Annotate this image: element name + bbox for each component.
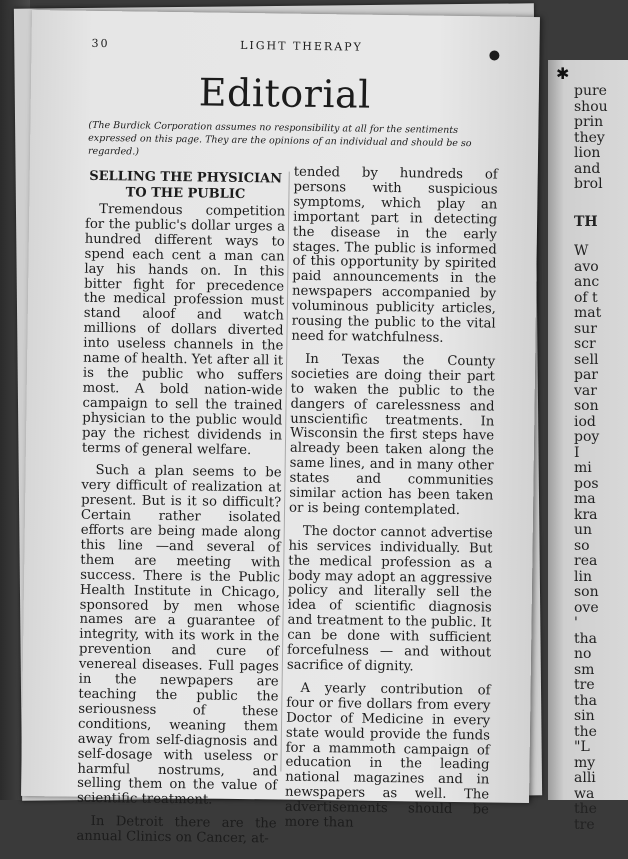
- facing-page-line: brol: [574, 176, 603, 192]
- facing-page-line: shou: [574, 98, 608, 115]
- running-title: LIGHT THERAPY: [240, 38, 363, 54]
- paragraph: In Detroit there are the annual Clinics on Cancer, at-: [76, 814, 277, 847]
- facing-page-line: lion: [574, 145, 601, 161]
- facing-page-line: alli: [574, 770, 596, 786]
- facing-page-line: ma: [574, 491, 596, 507]
- punch-hole-icon: ✱: [556, 64, 570, 83]
- facing-page-line: poy: [574, 429, 600, 445]
- facing-page: [548, 60, 628, 833]
- facing-page-line: lin: [574, 568, 592, 585]
- paragraph: A yearly contribution of four or five dollars from every Doctor of Medicine in every state would provide the funds for a mammoth campaign of education in the leading national magazines and in newspapers as well. The advertisements should be more than: [284, 680, 491, 831]
- facing-page-line: sm: [574, 661, 595, 678]
- facing-page-line: tre: [574, 816, 595, 833]
- facing-page-line: so: [574, 537, 590, 554]
- facing-page-line: the: [574, 723, 597, 740]
- facing-page-line: of t: [574, 289, 598, 306]
- facing-page-line: sin: [574, 708, 595, 724]
- facing-page-line: un: [574, 522, 593, 538]
- paragraph: Tremendous competition for the public's dollar urges a hundred different ways to spend each cent a man can lay his hands on. In this bitter fight for precedence the medical profession must stand aloof and watch millions of dollars diverted into useless channels in the name of health. Yet after all it is the public who suffers most. A bold nation-wide campaign to sell the trained physician to the public would pay the richest dividends in terms of general welfare.: [81, 201, 286, 458]
- facing-page-line: ': [574, 615, 578, 631]
- facing-page-line: mi: [574, 460, 592, 476]
- facing-page-line: prin: [574, 114, 604, 130]
- facing-page-top-lines: [548, 84, 628, 193]
- disclaimer-note: (The Burdick Corporation assumes no responsibility at all for the sentiments expressed on this page. They are the opinions of an individual and should be so regarded.): [87, 119, 472, 158]
- facing-page-line: tha: [574, 692, 597, 709]
- facing-page-line: var: [574, 382, 597, 399]
- facing-page-line: anc: [574, 274, 600, 290]
- facing-page-line: wa: [574, 785, 595, 802]
- facing-page-line: tre: [574, 677, 595, 693]
- facing-page-line: and: [574, 160, 601, 177]
- page-number: 30: [91, 36, 110, 51]
- left-column: [76, 169, 286, 856]
- facing-page-line: avo: [574, 258, 599, 275]
- facing-page-line: kra: [574, 506, 598, 523]
- facing-page-body-lines: [548, 244, 628, 833]
- page-title: Editorial: [198, 70, 372, 117]
- facing-page-line: the: [574, 801, 597, 817]
- facing-page-line: sell: [574, 351, 599, 368]
- facing-page-line: sur: [574, 320, 597, 337]
- paragraph: Such a plan seems to be very difficult of realization at present. But is it so difficult? Certain rather isolated efforts are being made along this line —and several of them are meeting with success. There is the Public Health Institute in Chicago, sponsored by men whose names are a guarantee of integrity, with its work in the prevention and cure of venereal diseases. Full pages in the newpapers are teaching the public the seriousness of these conditions, weaning them away from self-diagnosis and self-dosage with useless or harmful nostrums, and selling them on the value of scientific treatment.: [76, 463, 282, 808]
- running-header: [91, 37, 511, 59]
- facing-page-line: par: [574, 367, 599, 383]
- magazine-page: [21, 10, 540, 847]
- article-heading: SELLING THE PHYSICIAN TO THE PUBLIC: [89, 168, 283, 202]
- facing-page-line: ove: [574, 599, 599, 616]
- paragraph: In Texas the County societies are doing their part to waken the public to the dangers of carelessness and unscientific treatments. In Wisconsin the first steps have already been taken along the same lines, and in many other states and communities similar action has been taken or is being contemplated.: [288, 351, 496, 518]
- facing-page-line: scr: [574, 336, 596, 352]
- facing-page-line: tha: [574, 630, 597, 647]
- punch-hole-icon: [489, 50, 499, 60]
- facing-page-line: my: [574, 754, 596, 771]
- facing-page-line: "L: [574, 739, 590, 755]
- facing-page-heading: TH: [574, 213, 598, 230]
- facing-page-line: no: [574, 646, 592, 662]
- paragraph-continuation: tended by hundreds of persons with suspicious symptoms, which play an important part in detecting the disease in the early stages. The public is informed of this opportunity by spirited paid announcements in the newspapers accompanied by voluminous publicity articles, rousing the public to the vital need for watchfulness.: [291, 164, 498, 346]
- facing-page-line: pure: [574, 83, 607, 99]
- facing-page-line: rea: [574, 553, 598, 569]
- facing-page-line: son: [574, 398, 599, 414]
- facing-page-line: I: [574, 444, 580, 461]
- facing-page-line: mat: [574, 305, 602, 321]
- facing-page-line: W: [574, 243, 589, 259]
- paragraph: The doctor cannot advertise his services individually. But the medical profession as a body may adopt an aggressive policy and literally sell the idea of scientific diagnosis and treatment to the public. It can be done with sufficient forcefulness — and without sacrifice of dignity.: [286, 523, 493, 675]
- right-column: [284, 166, 497, 842]
- facing-page-line: iod: [574, 413, 596, 430]
- facing-page-line: pos: [574, 475, 599, 492]
- facing-page-line: son: [574, 584, 599, 600]
- facing-page-line: they: [574, 129, 605, 146]
